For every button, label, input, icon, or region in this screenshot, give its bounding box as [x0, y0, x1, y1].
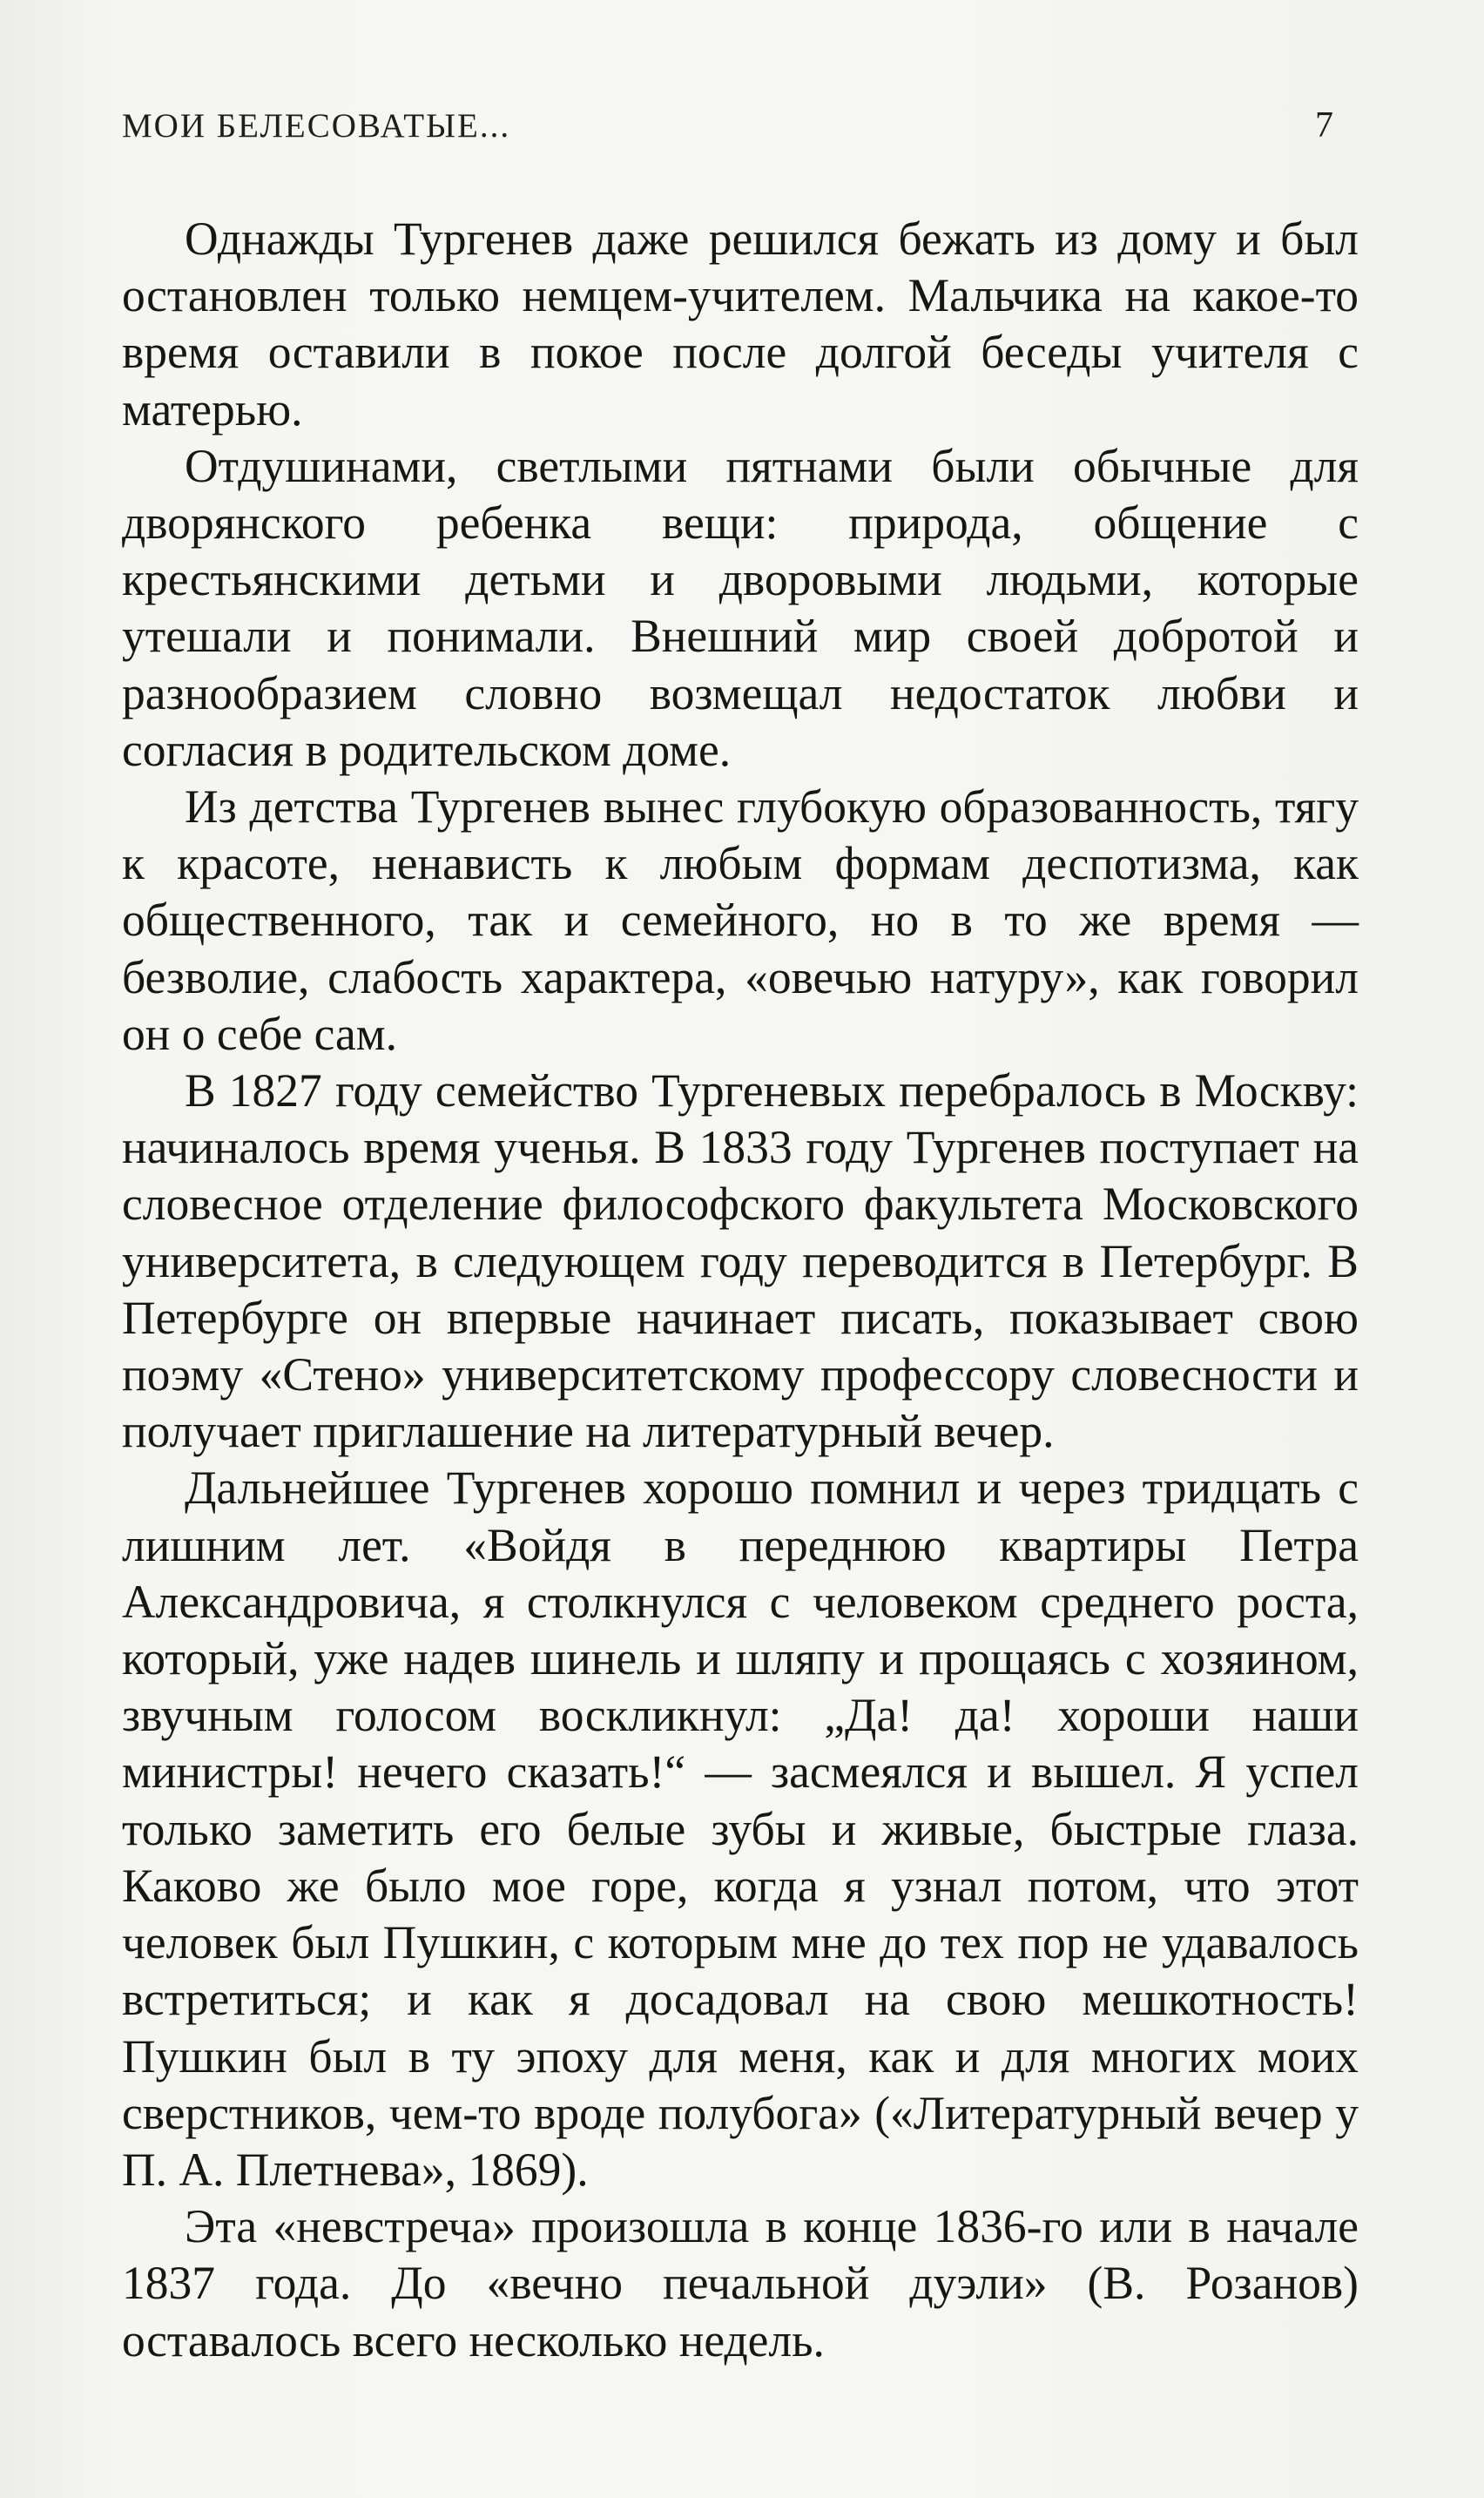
paragraph: Из детства Тургенев вынес глубокую образованность, тягу к красоте, ненависть к любым формам деспотизма, как общественного, так и семейного, но в то же время — безволие, слабость характера, «овечью натуру», как говорил он о себе сам. [122, 780, 1359, 1060]
body-text [122, 211, 1359, 2369]
paragraph: В 1827 году семейство Тургеневых перебралось в Москву: начиналось время ученья. В 1833 году Тургенев поступает на словесное отделение философского факультета Московского университета, в следующем году переводится в Петербург. В Петербурге он впервые начинает писать, показывает свою поэму «Стено» университетскому профессору словесности и получает приглашение на литературный вечер. [122, 1064, 1359, 1458]
page-number: 7 [1315, 105, 1333, 145]
paragraph: Дальнейшее Тургенев хорошо помнил и через тридцать с лишним лет. «Войдя в переднюю квартиры Петра Александровича, я столкнулся с человеком среднего роста, который, уже надев шинель и шляпу и прощаясь с хозяином, звучным голосом воскликнул: „Да! да! хороши наши министры! нечего сказать!“ — засмеялся и вышел. Я успел только заметить его белые зубы и живые, быстрые глаза. Каково же было мое горе, когда я узнал потом, что этот человек был Пушкин, с которым мне до тех пор не удавалось встретиться; и как я досадовал на свою мешкотность! Пушкин был в ту эпоху для меня, как и для многих моих сверстников, чем-то вроде полубога» («Литературный вечер у П. А. Плетнева», 1869). [122, 1462, 1359, 2196]
paragraph: Эта «невстреча» произошла в конце 1836-го или в начале 1837 года. До «вечно печальной дуэли» (В. Розанов) оставалось всего несколько недель. [122, 2200, 1359, 2366]
paragraph: Однажды Тургенев даже решился бежать из дому и был остановлен только немцем-учителем. Мальчика на какое-то время оставили в покое после долгой беседы учителя с матерью. [122, 213, 1359, 435]
running-title: МОИ БЕЛЕСОВАТЫЕ... [122, 107, 511, 145]
paragraph: Отдушинами, светлыми пятнами были обычные для дворянского ребенка вещи: природа, общение с крестьянскими детьми и дворовыми людьми, которые утешали и понимали. Внешний мир своей добротой и разнообразием словно возмещал недостаток любви и согласия в родительском доме. [122, 439, 1359, 776]
